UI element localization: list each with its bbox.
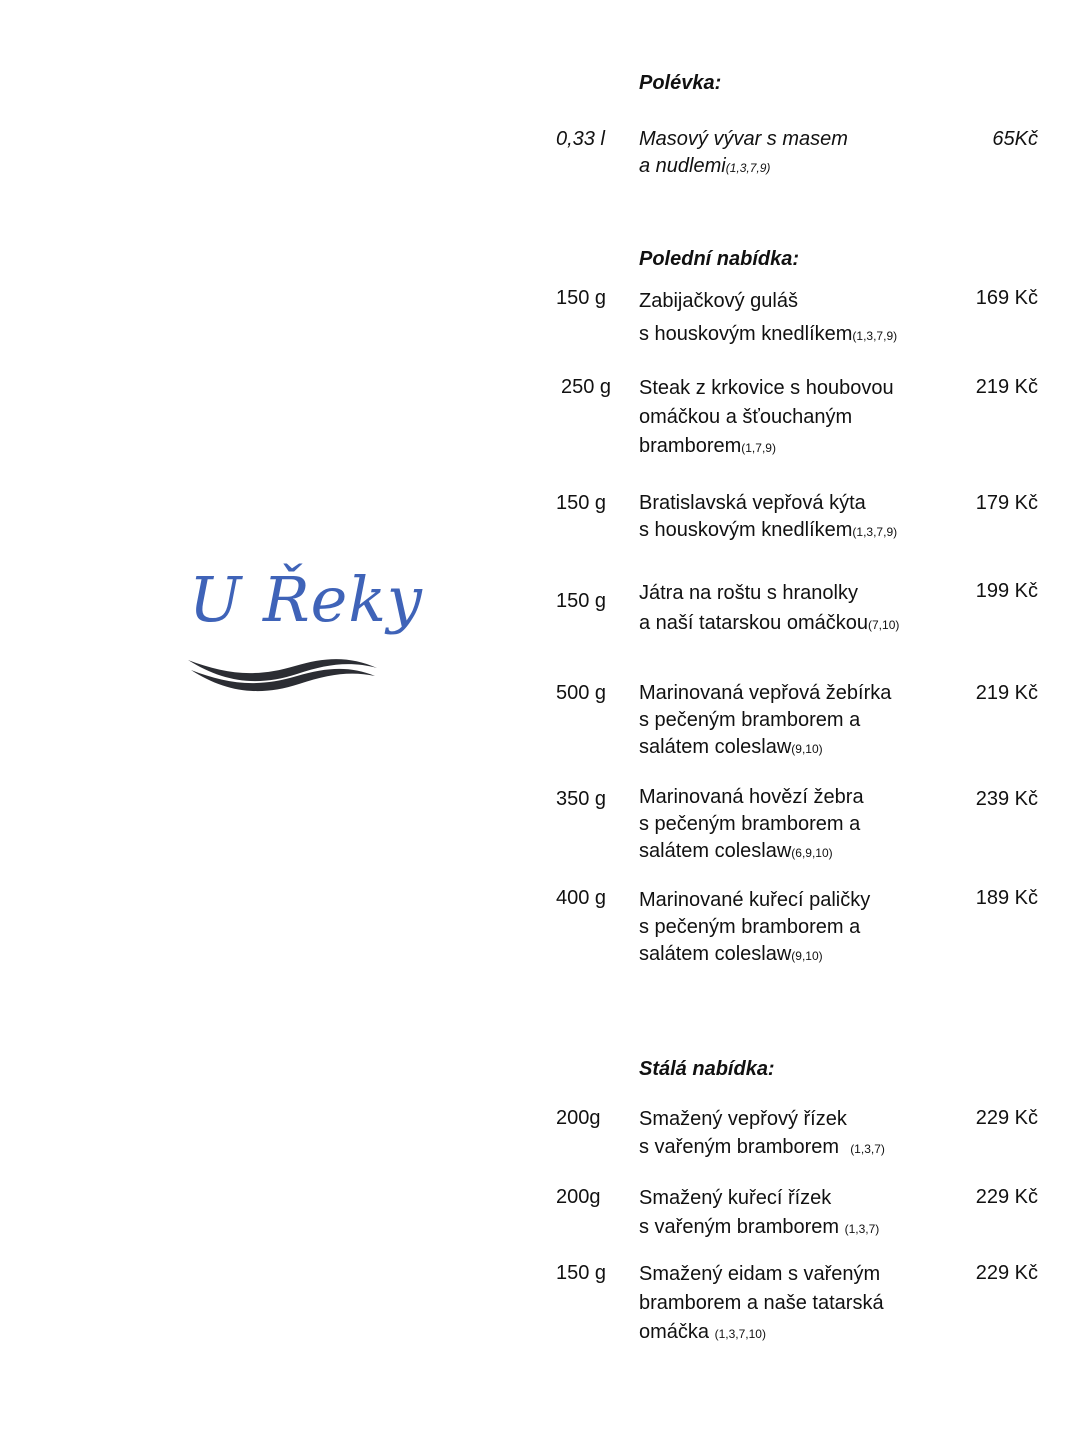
item-weight: 350 g bbox=[556, 788, 607, 810]
item-line: salátem coleslaw bbox=[639, 840, 792, 862]
item-weight: 400 g bbox=[556, 887, 607, 909]
item-line: Bratislavská vepřová kýta bbox=[639, 492, 866, 514]
item-weight: 150 g bbox=[556, 287, 607, 309]
item-weight: 200g bbox=[556, 1186, 601, 1208]
item-allergens: (1,3,7,9) bbox=[852, 525, 898, 539]
item-price: 229 Kč bbox=[975, 1262, 1038, 1284]
item-line: Smažený eidam s vařeným bbox=[639, 1263, 881, 1285]
item-allergens: (1,3,7,9) bbox=[725, 161, 771, 175]
item-description bbox=[639, 680, 959, 763]
wave-icon bbox=[185, 648, 380, 698]
item-allergens: (1,3,7) bbox=[850, 1142, 885, 1156]
item-line: a naší tatarskou omáčkou bbox=[639, 612, 869, 634]
item-price: 239 Kč bbox=[975, 788, 1038, 810]
item-line: s houskovým knedlíkem bbox=[639, 323, 853, 345]
item-weight: 0,33 l bbox=[556, 128, 605, 150]
item-line: Marinované kuřecí paličky bbox=[639, 889, 871, 911]
item-allergens: (7,10) bbox=[868, 618, 900, 632]
item-price: 229 Kč bbox=[975, 1107, 1038, 1129]
item-price: 169 Kč bbox=[975, 287, 1038, 309]
item-description bbox=[639, 490, 959, 546]
item-price: 219 Kč bbox=[975, 682, 1038, 704]
lunch-heading: Polední nabídka: bbox=[639, 248, 800, 270]
item-description bbox=[639, 1184, 959, 1244]
item-line: s vařeným bramborem bbox=[639, 1136, 840, 1158]
item-line: bramborem a naše tatarská bbox=[639, 1292, 884, 1314]
item-price: 179 Kč bbox=[975, 492, 1038, 514]
item-line: Marinovaná hovězí žebra bbox=[639, 786, 864, 808]
item-description bbox=[639, 1260, 959, 1349]
item-description bbox=[639, 1105, 959, 1163]
item-description bbox=[639, 285, 959, 353]
item-description bbox=[639, 887, 959, 970]
item-price: 229 Kč bbox=[975, 1186, 1038, 1208]
item-description bbox=[639, 374, 959, 463]
logo-text: U Řeky bbox=[189, 563, 423, 636]
item-description bbox=[639, 784, 959, 867]
item-weight: 150 g bbox=[556, 590, 607, 612]
logo bbox=[185, 560, 423, 700]
item-allergens: (1,3,7,9) bbox=[852, 329, 898, 343]
item-line: s pečeným bramborem a bbox=[639, 709, 861, 731]
soup-heading: Polévka: bbox=[639, 72, 722, 94]
item-weight: 200g bbox=[556, 1107, 601, 1129]
item-allergens: (6,9,10) bbox=[791, 846, 833, 860]
item-price: 65Kč bbox=[992, 128, 1038, 150]
item-allergens: (9,10) bbox=[791, 742, 823, 756]
item-price: 199 Kč bbox=[975, 580, 1038, 602]
item-line: Smažený vepřový řízek bbox=[639, 1108, 847, 1130]
item-line: bramborem bbox=[639, 435, 742, 457]
item-price: 219 Kč bbox=[975, 376, 1038, 398]
item-allergens: (1,3,7) bbox=[844, 1222, 880, 1236]
item-allergens: (9,10) bbox=[791, 949, 823, 963]
item-allergens: (1,3,7,10) bbox=[714, 1327, 766, 1341]
item-weight: 150 g bbox=[556, 492, 607, 514]
item-line: s houskovým knedlíkem bbox=[639, 519, 853, 541]
item-line: omáčka bbox=[639, 1321, 710, 1343]
item-line: Steak z krkovice s houbovou bbox=[639, 377, 894, 399]
item-line: s pečeným bramborem a bbox=[639, 916, 861, 938]
item-line: omáčkou a šťouchaným bbox=[639, 406, 853, 428]
item-line: s vařeným bramborem bbox=[639, 1216, 840, 1238]
permanent-heading: Stálá nabídka: bbox=[639, 1058, 775, 1080]
item-description bbox=[639, 126, 959, 182]
item-line: Smažený kuřecí řízek bbox=[639, 1187, 832, 1209]
item-line: Marinovaná vepřová žebírka bbox=[639, 682, 892, 704]
item-description bbox=[639, 578, 959, 640]
item-line: salátem coleslaw bbox=[639, 736, 792, 758]
item-weight: 250 g bbox=[561, 376, 612, 398]
item-line: Játra na roštu s hranolky bbox=[639, 582, 858, 604]
item-weight: 500 g bbox=[556, 682, 607, 704]
item-weight: 150 g bbox=[556, 1262, 607, 1284]
item-line: Zabijačkový guláš bbox=[639, 290, 798, 312]
item-allergens: (1,7,9) bbox=[741, 441, 776, 455]
item-price: 189 Kč bbox=[975, 887, 1038, 909]
item-line: s pečeným bramborem a bbox=[639, 813, 861, 835]
item-line: salátem coleslaw bbox=[639, 943, 792, 965]
item-line: Masový vývar s masem bbox=[639, 128, 848, 150]
item-line: a nudlemi bbox=[639, 155, 726, 177]
